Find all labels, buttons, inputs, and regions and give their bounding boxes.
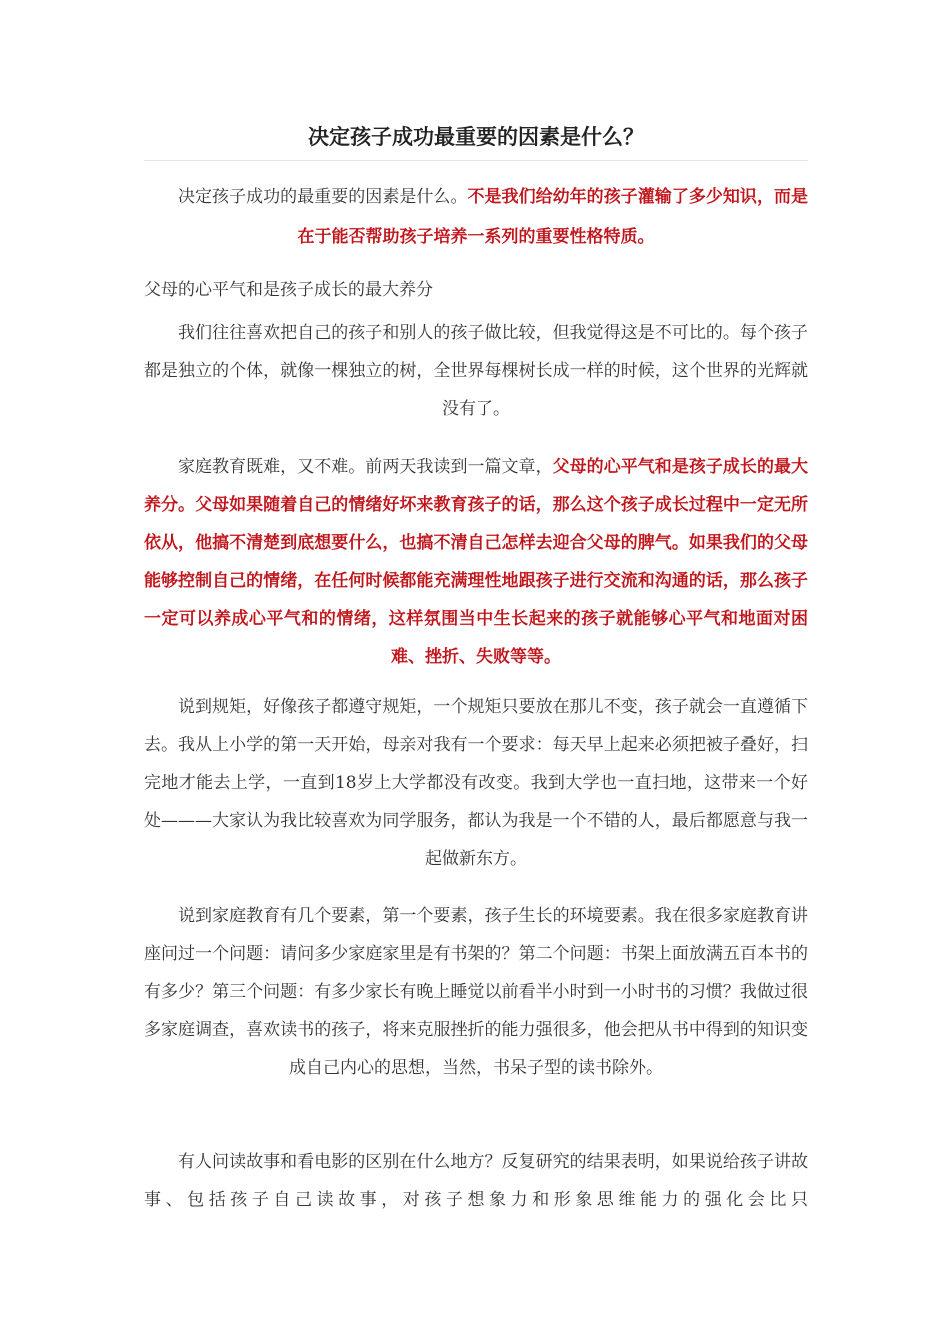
family-emphasis-text: 父母的心平气和是孩子成长的最大养分。父母如果随着自己的情绪好坏来教育孩子的话，那么这个孩子成长过程中一定无所依从，他搞不清楚到底想要什么，也搞不清自己怎样去迎合父母的脾气。如果我们的父母能够控制自己的情绪，在任何时候都能充满理性地跟孩子进行交流和沟通的话，那么孩子一定可以养成心平气和的情绪，这样氛围当中生长起来的孩子就能够心平气和地面对困难、挫折、失败等等。	[144, 457, 809, 667]
paragraph-family-education	[144, 448, 808, 676]
paragraph-stories: 有人问读故事和看电影的区别在什么地方？反复研究的结果表明，如果说给孩子讲故事、包括孩子自己读故事，对孩子想象力和形象思维能力的强化会比只	[144, 1152, 808, 1210]
intro-normal-text: 决定孩子成功的最重要的因素是什么。	[178, 187, 468, 207]
family-normal-text: 家庭教育既难，又不难。前两天我读到一篇文章，	[178, 457, 553, 477]
title-divider	[144, 160, 808, 161]
paragraph-comparison: 我们往往喜欢把自己的孩子和别人的孩子做比较，但我觉得这是不可比的。每个孩子都是独立的个体，就像一棵独立的树，全世界每棵树长成一样的时候，这个世界的光辉就没有了。	[144, 323, 808, 419]
intro-emphasis-text: 不是我们给幼年的孩子灌输了多少知识，而是在于能否帮助孩子培养一系列的重要性格特质。	[297, 187, 809, 247]
paragraph-rules: 说到规矩，好像孩子都遵守规矩，一个规矩只要放在那儿不变，孩子就会一直遵循下去。我从上小学的第一天开始，母亲对我有一个要求：每天早上起来必须把被子叠好，扫完地才能去上学，一直到18岁上大学都没有改变。我到大学也一直扫地，这带来一个好处———大家认为我比较喜欢为同学服务，都认为我是一个不错的人，最后都愿意与我一起做新东方。	[144, 697, 808, 869]
section-subheading: 父母的心平气和是孩子成长的最大养分	[144, 280, 433, 300]
intro-paragraph	[144, 177, 808, 257]
page-title: 决定孩子成功最重要的因素是什么？	[308, 125, 644, 149]
paragraph-environment: 说到家庭教育有几个要素，第一个要素，孩子生长的环境要素。我在很多家庭教育讲座问过一个问题：请问多少家庭家里是有书架的？第二个问题：书架上面放满五百本书的有多少？第三个问题：有多少家长有晚上睡觉以前看半小时到一小时书的习惯？我做过很多家庭调查，喜欢读书的孩子，将来克服挫折的能力强很多，他会把从书中得到的知识变成自己内心的思想，当然，书呆子型的读书除外。	[144, 906, 808, 1078]
